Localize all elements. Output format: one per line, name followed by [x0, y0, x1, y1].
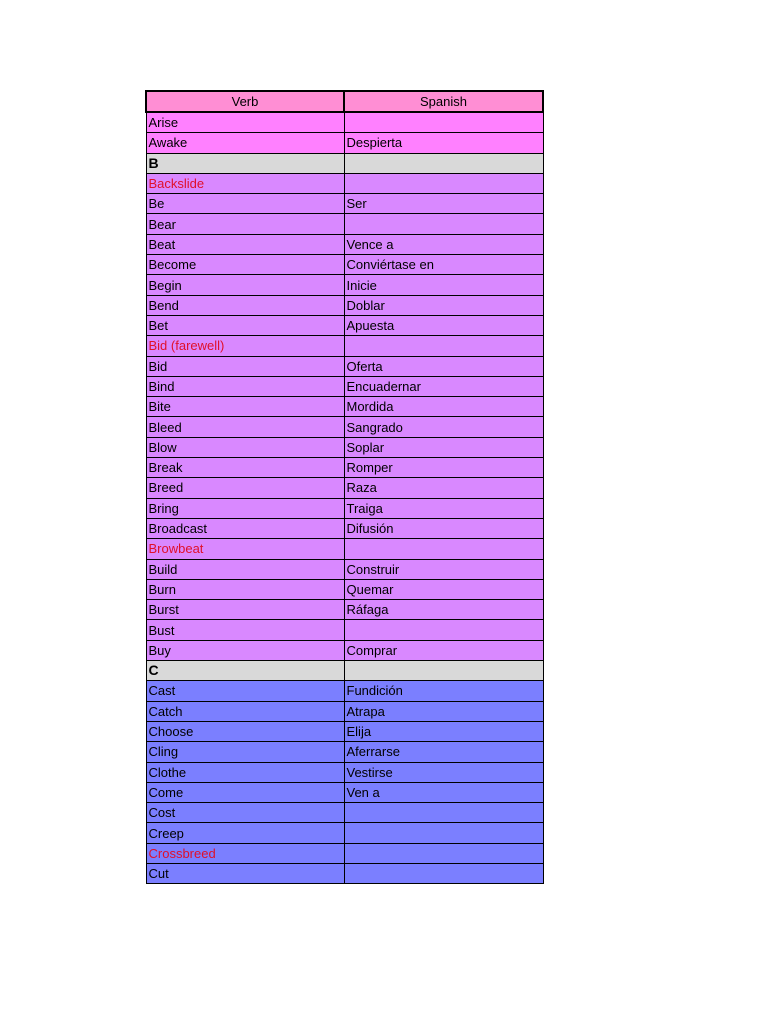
- table-row: [146, 315, 543, 335]
- spanish-cell: Comprar: [344, 640, 543, 660]
- verb-cell: Crossbreed: [146, 843, 344, 863]
- table-row: [146, 478, 543, 498]
- spanish-cell: Ráfaga: [344, 600, 543, 620]
- verb-cell: Be: [146, 194, 344, 214]
- verb-cell: Choose: [146, 721, 344, 741]
- table-row: [146, 600, 543, 620]
- verb-table: [145, 90, 544, 884]
- spanish-cell: Inicie: [344, 275, 543, 295]
- spanish-cell: [344, 173, 543, 193]
- verb-cell: Buy: [146, 640, 344, 660]
- spanish-cell: Fundición: [344, 681, 543, 701]
- verb-cell: Awake: [146, 133, 344, 153]
- spanish-cell: Romper: [344, 458, 543, 478]
- spanish-cell: Soplar: [344, 437, 543, 457]
- verb-cell: Come: [146, 782, 344, 802]
- spanish-cell: Traiga: [344, 498, 543, 518]
- table-row: [146, 579, 543, 599]
- spanish-cell: Vestirse: [344, 762, 543, 782]
- verb-cell: Bid: [146, 356, 344, 376]
- table-row: [146, 255, 543, 275]
- table-row: [146, 721, 543, 741]
- verb-cell: Bite: [146, 397, 344, 417]
- spanish-cell: [344, 843, 543, 863]
- spanish-cell: [344, 863, 543, 883]
- verb-cell: Cut: [146, 863, 344, 883]
- verb-cell: Bend: [146, 295, 344, 315]
- column-header-verb: Verb: [146, 91, 344, 112]
- spanish-cell: [344, 539, 543, 559]
- table-row: [146, 620, 543, 640]
- table-row: [146, 742, 543, 762]
- spanish-cell: [344, 336, 543, 356]
- verb-cell: Bind: [146, 376, 344, 396]
- table-row: [146, 458, 543, 478]
- verb-cell: Build: [146, 559, 344, 579]
- spanish-cell: Atrapa: [344, 701, 543, 721]
- table-row: [146, 701, 543, 721]
- verb-cell: Breed: [146, 478, 344, 498]
- verb-cell: Bring: [146, 498, 344, 518]
- table-row: [146, 843, 543, 863]
- verb-cell: Catch: [146, 701, 344, 721]
- table-row: [146, 133, 543, 153]
- table-row: [146, 234, 543, 254]
- table-row: [146, 498, 543, 518]
- spanish-cell: Quemar: [344, 579, 543, 599]
- table-row: [146, 681, 543, 701]
- spanish-cell: Difusión: [344, 518, 543, 538]
- spanish-cell: Vence a: [344, 234, 543, 254]
- verb-cell: Begin: [146, 275, 344, 295]
- table-row: [146, 112, 543, 133]
- verb-table-sheet: [145, 90, 542, 884]
- spanish-cell: Doblar: [344, 295, 543, 315]
- column-header-spanish: Spanish: [344, 91, 543, 112]
- table-row: [146, 762, 543, 782]
- spanish-cell: [344, 620, 543, 640]
- section-empty-cell: [344, 153, 543, 173]
- verb-cell: Bleed: [146, 417, 344, 437]
- spanish-cell: Raza: [344, 478, 543, 498]
- verb-cell: Broadcast: [146, 518, 344, 538]
- spanish-cell: Conviértase en: [344, 255, 543, 275]
- table-row: [146, 863, 543, 883]
- table-row: [146, 275, 543, 295]
- spanish-cell: Apuesta: [344, 315, 543, 335]
- section-row: [146, 661, 543, 681]
- table-row: [146, 336, 543, 356]
- spanish-cell: Encuadernar: [344, 376, 543, 396]
- spanish-cell: [344, 214, 543, 234]
- table-row: [146, 295, 543, 315]
- section-empty-cell: [344, 661, 543, 681]
- section-label: B: [146, 153, 344, 173]
- spanish-cell: Despierta: [344, 133, 543, 153]
- verb-cell: Bear: [146, 214, 344, 234]
- verb-cell: Arise: [146, 112, 344, 133]
- spanish-cell: Ser: [344, 194, 543, 214]
- verb-cell: Blow: [146, 437, 344, 457]
- table-row: [146, 397, 543, 417]
- section-row: [146, 153, 543, 173]
- verb-cell: Burst: [146, 600, 344, 620]
- spanish-cell: Construir: [344, 559, 543, 579]
- spanish-cell: Elija: [344, 721, 543, 741]
- table-row: [146, 782, 543, 802]
- table-row: [146, 417, 543, 437]
- spanish-cell: Aferrarse: [344, 742, 543, 762]
- verb-cell: Bet: [146, 315, 344, 335]
- table-row: [146, 437, 543, 457]
- verb-cell: Creep: [146, 823, 344, 843]
- verb-cell: Break: [146, 458, 344, 478]
- verb-cell: Cost: [146, 803, 344, 823]
- header-row: [146, 91, 543, 112]
- verb-cell: Cling: [146, 742, 344, 762]
- verb-cell: Bid (farewell): [146, 336, 344, 356]
- spanish-cell: Mordida: [344, 397, 543, 417]
- table-row: [146, 823, 543, 843]
- table-row: [146, 214, 543, 234]
- verb-cell: Backslide: [146, 173, 344, 193]
- table-row: [146, 518, 543, 538]
- table-row: [146, 640, 543, 660]
- spanish-cell: Ven a: [344, 782, 543, 802]
- spanish-cell: [344, 112, 543, 133]
- table-row: [146, 376, 543, 396]
- verb-cell: Clothe: [146, 762, 344, 782]
- section-label: C: [146, 661, 344, 681]
- verb-cell: Bust: [146, 620, 344, 640]
- table-body: [146, 112, 543, 884]
- table-row: [146, 173, 543, 193]
- spanish-cell: [344, 803, 543, 823]
- verb-cell: Beat: [146, 234, 344, 254]
- spanish-cell: Oferta: [344, 356, 543, 376]
- table-row: [146, 539, 543, 559]
- table-row: [146, 803, 543, 823]
- spanish-cell: [344, 823, 543, 843]
- table-row: [146, 559, 543, 579]
- verb-cell: Browbeat: [146, 539, 344, 559]
- table-row: [146, 194, 543, 214]
- spanish-cell: Sangrado: [344, 417, 543, 437]
- verb-cell: Cast: [146, 681, 344, 701]
- verb-cell: Burn: [146, 579, 344, 599]
- table-row: [146, 356, 543, 376]
- verb-cell: Become: [146, 255, 344, 275]
